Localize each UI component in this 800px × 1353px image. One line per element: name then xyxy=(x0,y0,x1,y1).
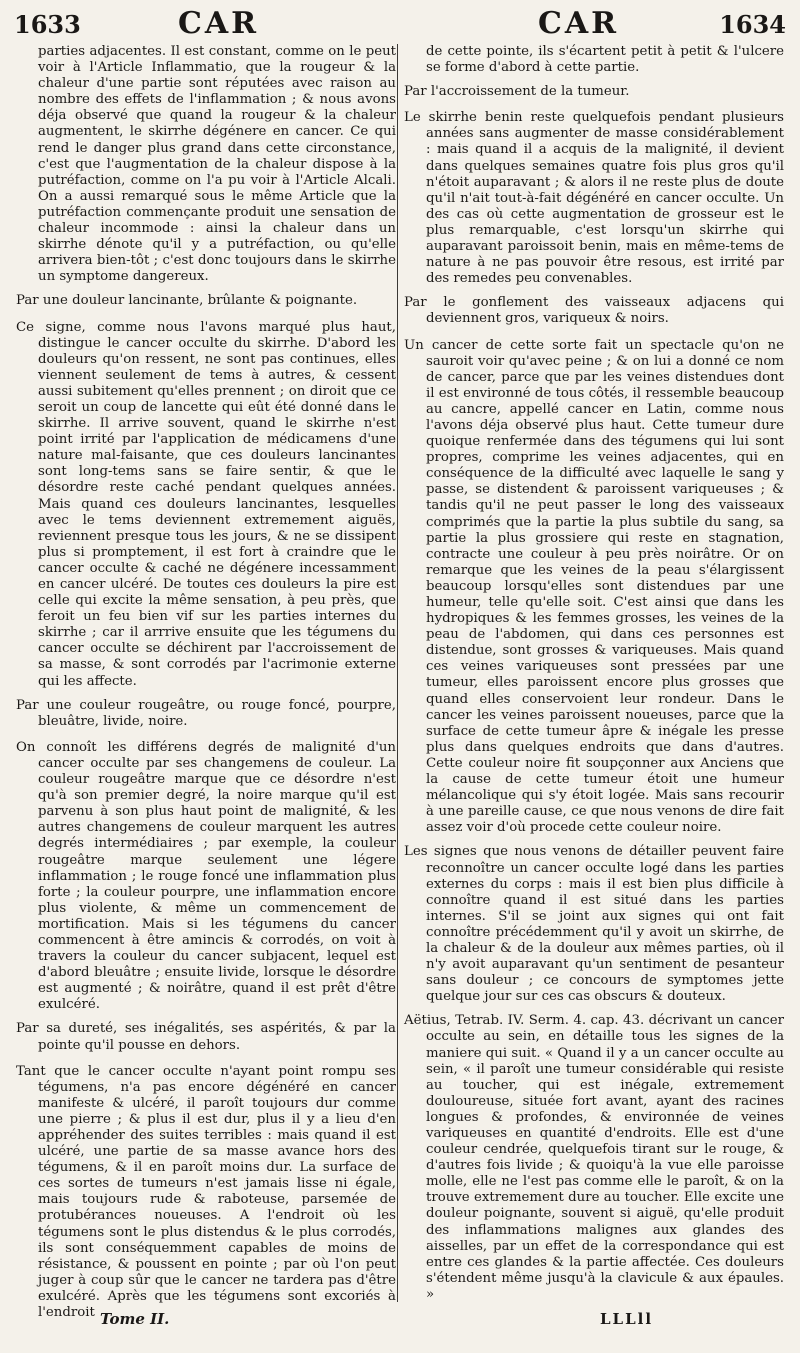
running-head-right: CAR xyxy=(538,6,620,41)
quotation-paragraph: Aëtius, Tetrab. IV. Serm. 4. cap. 43. décrivant un cancer occulte au sein, en détaille tous les signes de la maniere qui suit. « Quand il y a un cancer occulte au sein, « il paroît une tumeur considérable qui resiste au toucher, qui est inégale, extremement douloureuse, située fort avant, ayant des racines longues & profondes, & environnée de veines variqueuses en quantité d'endroits. Elle est d'une couleur cendrée, quelquefois tirant sur le rouge, & d'autres fois livide ; & quoiqu'à la vue elle paroisse molle, elle ne l'est pas comme elle le paroît, & on la trouve extremement dure au toucher. Elle excite une douleur poignante, souvent si aiguë, qu'elle produit des inflammations malignes aux glandes des aisselles, par un effet de la correspondance qui est entre ces glandes & la partie affectée. Ces douleurs s'étendent même jusqu'à la clavicule & aux épaules. » xyxy=(404,1013,784,1302)
section-heading: Par une couleur rougeâtre, ou rouge foncé, pourpre, bleuâtre, livide, noire. xyxy=(16,697,396,729)
paragraph: Les signes que nous venons de détailler peuvent faire reconnoître un cancer occulte logé dans les parties externes du corps : mais il est bien plus difficile à connoître quand il est situé dans les parties internes. S'il se joint aux signes qui ont fait connoître précédemment qu'il y avoit un skirrhe, de la chaleur & de la douleur aux mêmes parties, où il n'y avoit auparavant qu'un sentiment de pesanteur sans douleur ; ce concours de symptomes jette quelque jour sur ces cas obscurs & douteux. xyxy=(404,844,784,1005)
volume-label: Tome II. xyxy=(100,1310,170,1328)
section-heading: Par le gonflement des vaisseaux adjacens qui deviennent gros, variqueux & noirs. xyxy=(404,295,784,327)
section-heading: Par l'accroissement de la tumeur. xyxy=(404,84,630,100)
section-heading: Par une douleur lancinante, brûlante & poignante. xyxy=(16,293,358,309)
paragraph: On connoît les différens degrés de malignité d'un cancer occulte par ses changemens de couleur. La couleur rougeâtre marque que ce désordre n'est qu'à son premier degré, la noire marque qu'il est parvenu à son plus haut point de malignité, & les autres changemens de couleur marquent les autres degrés intermédiaires ; par exemple, la couleur rougeâtre marque seulement une légere inflammation ; le rouge foncé une inflammation plus forte ; la couleur pourpre, une inflammation encore plus violente, & même un commencement de mortification. Mais si les tégumens du cancer commencent à être amincis & corrodés, on voit à travers la couleur du cancer subjacent, lequel est d'abord bleuâtre ; ensuite livide, lorsque le désordre est augmenté ; & noirâtre, quand il est prêt d'être exulcéré. xyxy=(16,739,396,1013)
paragraph: Un cancer de cette sorte fait un spectacle qu'on ne sauroit voir qu'avec peine ; & on lui a donné ce nom de cancer, parce que par les veines distendues dont il est environné de tous côtés, il ressemble beaucoup au cancre, appellé cancer en Latin, comme nous l'avons déja observé plus haut. Cette tumeur dure quoique renfermée dans des tégumens qui lui sont propres, comprime les veines adjacentes, qui en conséquence de la difficulté avec laquelle le sang y passe, se distendent & paroissent variqueuses ; & tandis qu'il ne peut passer le long des vaisseaux comprimés que la partie la plus subtile du sang, sa partie la plus grossiere qui reste en stagnation, contracte une couleur à peu près noirâtre. Or on remarque que les veines de la peau s'élargissent beaucoup lorsqu'elles sont distendues par une humeur, telle qu'elle soit. C'est ainsi que dans les hydropiques & les femmes grosses, les veines de la peau de l'abdomen, qui dans ces personnes est distendue, sont grosses & variqueuses. Mais quand ces veines variqueuses sont pressées par une tumeur, elles paroissent encore plus grosses que quand elles conservoient leur rondeur. Dans le cancer les veines paroissent noueuses, parce que la surface de cette tumeur âpre & inégale les presse plus dans quelques endroits que dans d'autres. Cette couleur noire fit soupçonner aux Anciens que la cause de cette tumeur étoit une humeur mélancolique qui s'y étoit logée. Mais sans recourir à une pareille cause, ce que nous venons de dire fait assez voir d'où procede cette couleur noire. xyxy=(404,337,784,836)
right-column xyxy=(404,44,784,1304)
paragraph: Le skirrhe benin reste quelquefois pendant plusieurs années sans augmenter de masse considérablement : mais quand il a acquis de la malignité, il devient dans quelques semaines quatre fois plus gros qu'il n'étoit auparavant ; & alors il ne reste plus de doute qu'il n'ait tout-à-fait dégénéré en cancer occulte. Un des cas où cette augmentation de grosseur est le plus remarquable, c'est lorsqu'un skirrhe qui auparavant paroissoit benin, mais en même-tems de nature à ne pas pouvoir être resous, est irrité par des remedes peu convenables. xyxy=(404,110,784,287)
signature-mark: LLLll xyxy=(600,1310,654,1328)
column-divider xyxy=(397,44,398,1302)
page-header xyxy=(0,4,800,44)
running-head-left: CAR xyxy=(178,6,260,41)
paragraph: Ce signe, comme nous l'avons marqué plus haut, distingue le cancer occulte du skirrhe. D'abord les douleurs qu'on ressent, ne sont pas continues, elles viennent seulement de tems à autres, & cessent aussi subitement qu'elles prennent ; on diroit que ce seroit un coup de lancette qui eût été donné dans le skirrhe. Il arrive souvent, quand le skirrhe n'est point irrité par l'application de médicamens d'une nature mal-faisante, que ces douleurs lancinantes sont long-tems sans se faire sentir, & que le désordre reste caché pendant quelques années. Mais quand ces douleurs lancinantes, lesquelles avec le tems deviennent extremement aiguës, reviennent presque tous les jours, & ne se dissipent plus si promptement, il est fort à craindre que le cancer occulte & caché ne dégénere incessamment en cancer ulcéré. De toutes ces douleurs la pire est celle qui excite la même sensation, à peu près, que feroit un feu bien vif sur les parties internes du skirrhe ; car il arrrive ensuite que les tégumens du cancer occulte se déchirent par l'accroissement de sa masse, & sont corrodés par l'acrimonie externe qui les affecte. xyxy=(16,319,396,689)
paragraph: Tant que le cancer occulte n'ayant point rompu ses tégumens, n'a pas encore dégénéré en cancer manifeste & ulcéré, il paroît toujours dur comme une pierre ; & plus il est dur, plus il y a lieu d'en appréhender des suites terribles : mais quand il est ulcéré, une partie de sa masse avance hors des tégumens, & il en paroît moins dur. La surface de ces sortes de tumeurs n'est jamais lisse ni égale, mais toujours rude & raboteuse, parsemée de protubérances noueuses. A l'endroit où les tégumens sont le plus distendus & le plus corrodés, ils sont conséquemment capables de moins de résistance, & poussent en pointe ; par où l'on peut juger à coup sûr que le cancer ne tardera pas d'être exulcéré. Après que les tégumens sont excoriés à l'endroit xyxy=(16,1063,396,1321)
page-number-right: 1634 xyxy=(719,10,786,39)
paragraph: de cette pointe, ils s'écartent petit à petit & l'ulcere se forme d'abord à cette partie. xyxy=(426,44,784,76)
paragraph: parties adjacentes. Il est constant, comme on le peut voir à l'Article Inflammatio, que la rougeur & la chaleur d'une partie sont réputées avec raison au nombre des effets de l'inflammation ; & nous avons déja observé que quand la rougeur & la chaleur augmentent, le skirrhe dégénere en cancer. Ce qui rend le danger plus grand dans cette circonstance, c'est que l'augmentation de la chaleur dispose à la putréfaction, comme on l'a pu voir à l'Article Alcali. On a aussi remarqué sous le même Article que la putréfaction commençante produit une sensation de chaleur incommode : ainsi la chaleur dans un skirrhe dénote qu'il y a putréfaction, ou qu'elle arrivera bien-tôt ; c'est donc toujours dans le skirrhe un symptome dangereux. xyxy=(38,44,396,285)
page-number-left: 1633 xyxy=(14,10,81,39)
section-heading: Par sa dureté, ses inégalités, ses aspérités, & par la pointe qu'il pousse en dehors. xyxy=(16,1021,396,1053)
page-footer xyxy=(0,1310,800,1340)
